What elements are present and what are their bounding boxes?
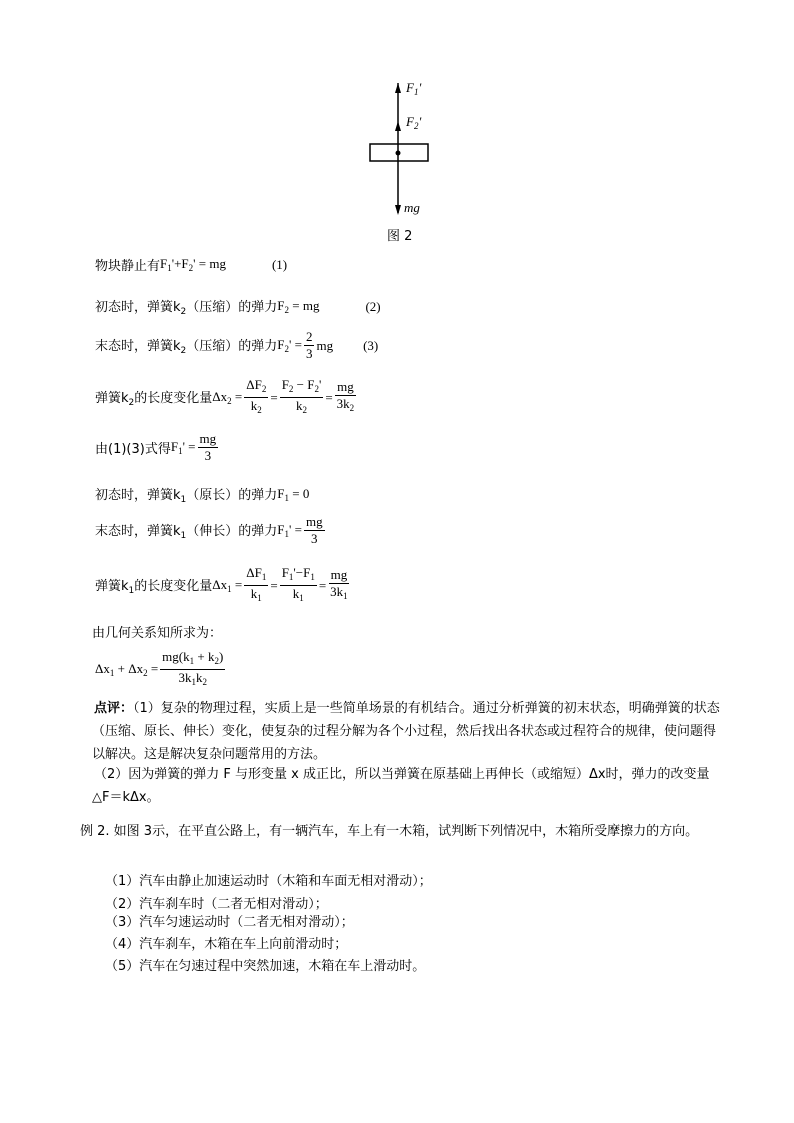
center-dot (396, 151, 401, 156)
label-mg: mg (404, 200, 420, 215)
equation-9: $\Delta x_1 + \Delta x_2$ = $\frac{mg(k_1 + k_2)}{3k_1k_2}$ (95, 649, 224, 687)
arrow-up-f2-icon (395, 121, 401, 131)
example-item-3: （3）汽车匀速运动时（二者无相对滑动）； (105, 915, 354, 930)
equation-4: 弹簧$k_2$的长度变化量 $\Delta x_2$ = $\frac{\Delta F_2}{k_2}$ = $\frac{F_2 - F_2'}{k_2}$ = $\frac{mg}{3k_2}$ (95, 377, 355, 415)
comment-paragraph-2: （2）因为弹簧的弹力 F 与形变量 x 成正比，所以当弹簧在原基础上再伸长（或缩短）Δx时，弹力的改变量△F＝kΔx。 (92, 767, 710, 805)
label-f2: $F_2'$ (406, 114, 422, 131)
example-item-4: （4）汽车刹车，木箱在车上向前滑动时； (105, 937, 348, 952)
equation-2: 初态时，弹簧$k_2$（压缩）的弹力 $F_2$ = mg (2) (95, 298, 381, 317)
equation-7: 末态时，弹簧$k_1$（伸长）的弹力 $F_1'$ = $\frac{mg}{3}$ (95, 514, 323, 546)
example-item-5: （5）汽车在匀速过程中突然加速，木箱在车上滑动时。 (105, 959, 426, 974)
comment-paragraph-1: 点评：（1）复杂的物理过程，实质上是一些简单场景的有机结合。通过分析弹簧的初末状态，明确弹簧的状态（压缩、原长、伸长）变化，使复杂的过程分解为各个小过程，然后找出各状态或过程符合的规律，使问题得以解决。这是解决复杂问题常用的方法。 (92, 701, 720, 762)
example-item-2: （2）汽车刹车时（二者无相对滑动）； (105, 897, 328, 912)
example-item-1: （1）汽车由静止加速运动时（木箱和车面无相对滑动）； (105, 874, 432, 889)
equation-1: 物块静止有 $F_1'+F_2'$ = mg (1) (95, 256, 288, 274)
geometric-relation-text: 由几何关系知所求为： (92, 626, 223, 641)
force-diagram (360, 75, 450, 220)
example-intro: 例 2. 如图 3示，在平直公路上，有一辆汽车，车上有一木箱，试判断下列情况中，木箱所受摩擦力的方向。 (80, 824, 699, 839)
equation-3: 末态时，弹簧$k_2$（压缩）的弹力 $F_2'$ = $\frac{2}{3}$ mg (3) (95, 329, 379, 361)
equation-8: 弹簧$k_1$的长度变化量 $\Delta x_1$ = $\frac{\Delta F_1}{k_1}$ = $\frac{F_1'-F_1}{k_1}$ = $\frac{mg}{3k_1}$ (95, 565, 348, 603)
label-f1: $F_1'$ (406, 80, 422, 97)
fraction: $\frac{2}{3}$ (305, 329, 313, 361)
equation-6: 初态时，弹簧$k_1$（原长）的弹力 $F_1 = 0$ (95, 486, 310, 505)
equation-5: 由(1)(3)式得 $F_1'$ = $\frac{mg}{3}$ (95, 431, 217, 463)
figure-caption: 图 2 (387, 229, 413, 244)
arrow-up-f1-icon (395, 83, 401, 93)
arrow-down-mg-icon (395, 205, 401, 215)
